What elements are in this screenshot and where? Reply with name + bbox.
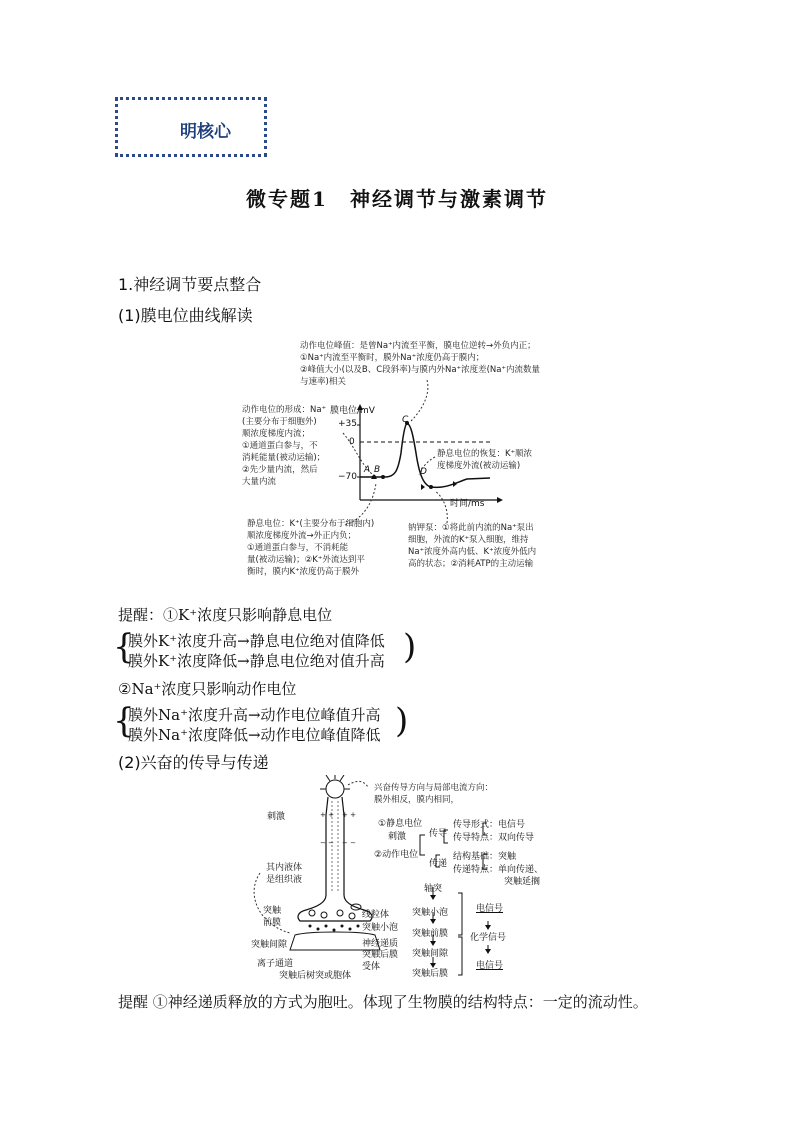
label-ion-channel: 离子通道 — [257, 959, 294, 969]
note-interstitial-fluid: 其内液体 是组织液 — [266, 863, 303, 885]
signal-chemical: 化学信号 — [470, 933, 507, 943]
label-synapse: 突触 — [263, 906, 282, 916]
label-synaptic-cleft: 突触间隙 — [251, 940, 288, 950]
label-mitochondrion: 线粒体 — [362, 910, 390, 920]
label-resting-potential: ①静息电位 — [378, 819, 423, 829]
label-neurotransmitter: 神经递质 — [362, 939, 399, 949]
subsection-heading-1: (1)膜电位曲线解读 — [118, 306, 253, 325]
subsection-heading-2: (2)兴奋的传导与传递 — [118, 753, 269, 772]
x-axis-label: 时间/ms — [450, 499, 485, 509]
label-C: C — [402, 415, 409, 425]
arrow-bottom-right — [435, 491, 447, 523]
note-action-formation: 动作电位的形成：Na⁺ (主要分布于细胞外) 顺浓度梯度内流； ①通道蛋白参与，不 消耗能量(被动运输)； ②先少量内流，然后 大量内流 — [242, 405, 327, 487]
axon — [298, 797, 372, 921]
note-recovery: 静息电位的恢复：K⁺顺浓 度梯度外流(被动运输) — [437, 449, 533, 471]
header-box-label: 明核心 — [180, 122, 231, 142]
right-brace: ) — [403, 627, 417, 667]
tick-minus70: −70 — [338, 472, 357, 482]
section-heading: 1.神经调节要点整合 — [118, 275, 262, 294]
svg-text:+ +: + + — [320, 811, 334, 819]
right-brace: ) — [395, 701, 409, 741]
reminder-1-line-1: 膜外K⁺浓度升高→静息电位绝对值降低 — [128, 632, 385, 650]
flow-cleft: 突触间隙 — [412, 949, 449, 959]
note-peak: 动作电位峰值：是曾Na⁺内流至平衡，膜电位逆转→外负内正； ①Na⁺内流至平衡时，膜外Na⁺浓度仍高于膜内； ②峰值大小(以及B、C段斜率)与膜内外Na⁺浓度差(Na⁺内流数量 与速率)相关 — [300, 341, 540, 387]
label-A: A — [364, 465, 371, 475]
label-stimulus: 刺激 — [267, 812, 286, 822]
signal-electric-1: 电信号 — [476, 904, 504, 914]
reminder-1-line-2: 膜外K⁺浓度降低→静息电位绝对值升高 — [128, 652, 385, 670]
label-conduction: 传导 — [429, 829, 448, 839]
label-receptor: 受体 — [362, 962, 381, 972]
conduction-form: 传导形式：电信号 — [453, 820, 526, 830]
transmission-base: 结构基础：突触 — [453, 852, 517, 862]
label-action-potential: ②动作电位 — [374, 850, 419, 860]
flow-vesicle: 突触小泡 — [412, 908, 449, 918]
transmission-feature-2: 突触延搁 — [504, 877, 541, 887]
left-brace: { — [113, 701, 135, 741]
label-presynaptic-membrane: 前膜 — [263, 918, 282, 928]
left-brace: { — [113, 627, 135, 667]
svg-text:− −: − − — [320, 839, 334, 847]
y-axis-label: 膜电位/mV — [330, 406, 375, 416]
label-synaptic-vesicle: 突触小泡 — [362, 923, 399, 933]
note-current-direction: 兴奋传导方向与局部电流方向： 膜外相反，膜内相同， — [374, 783, 494, 805]
reminder-2-line-1: 膜外Na⁺浓度升高→动作电位峰值升高 — [128, 706, 381, 724]
label-stimulus-2: 刺激 — [388, 832, 407, 842]
label-transmission: 传递 — [429, 859, 448, 869]
note-resting: 静息电位：K⁺(主要分布于细胞内) 顺浓度梯度外流→外正内负； ①通道蛋白参与，不消耗能 量(被动运输)；②K⁺外流达到平 衡时，膜内K⁺浓度仍高于膜外 — [247, 519, 375, 577]
tick-zero: 0 — [349, 437, 355, 447]
label-B: B — [374, 465, 381, 475]
note-pump: 钠钾泵：①将此前内流的Na⁺泵出 细胞，外流的K⁺泵入细胞，维持 Na⁺浓度外高内低、K⁺浓度外低内 高的状态；②消耗ATP的主动运输 — [408, 523, 537, 569]
label-D: D — [420, 467, 427, 477]
transmission-feature: 传递特点：单向传递、 — [453, 865, 544, 875]
point-D — [429, 485, 433, 489]
flow-postsynaptic: 突触后膜 — [412, 969, 449, 979]
flow-axon: 轴突 — [424, 884, 443, 894]
reminder-1-lead: 提醒：①K⁺浓度只影响静息电位 — [118, 606, 333, 624]
signal-electric-2: 电信号 — [476, 961, 504, 971]
reminder-2-line-2: 膜外Na⁺浓度降低→动作电位峰值降低 — [128, 726, 381, 744]
x-axis-arrow — [497, 497, 503, 503]
svg-text:− −: − − — [342, 839, 356, 847]
label-postsynaptic-membrane: 突触后膜 — [362, 950, 399, 960]
conduction-feature: 传导特点：双向传导 — [453, 833, 535, 843]
svg-text:+ +: + + — [342, 811, 356, 819]
point-B — [381, 475, 385, 479]
reminder-3: 提醒 ①神经递质释放的方式为胞吐。体现了生物膜的结构特点：一定的流动性。 — [118, 993, 648, 1011]
label-post-dendrite: 突触后树突或胞体 — [279, 971, 352, 981]
flow-presynaptic: 突触前膜 — [412, 929, 449, 939]
reminder-2-lead: ②Na⁺浓度只影响动作电位 — [118, 680, 297, 698]
page-title: 微专题1 神经调节与激素调节 — [246, 187, 548, 211]
tick-plus35: +35 — [338, 419, 357, 429]
cell-body — [326, 780, 344, 798]
